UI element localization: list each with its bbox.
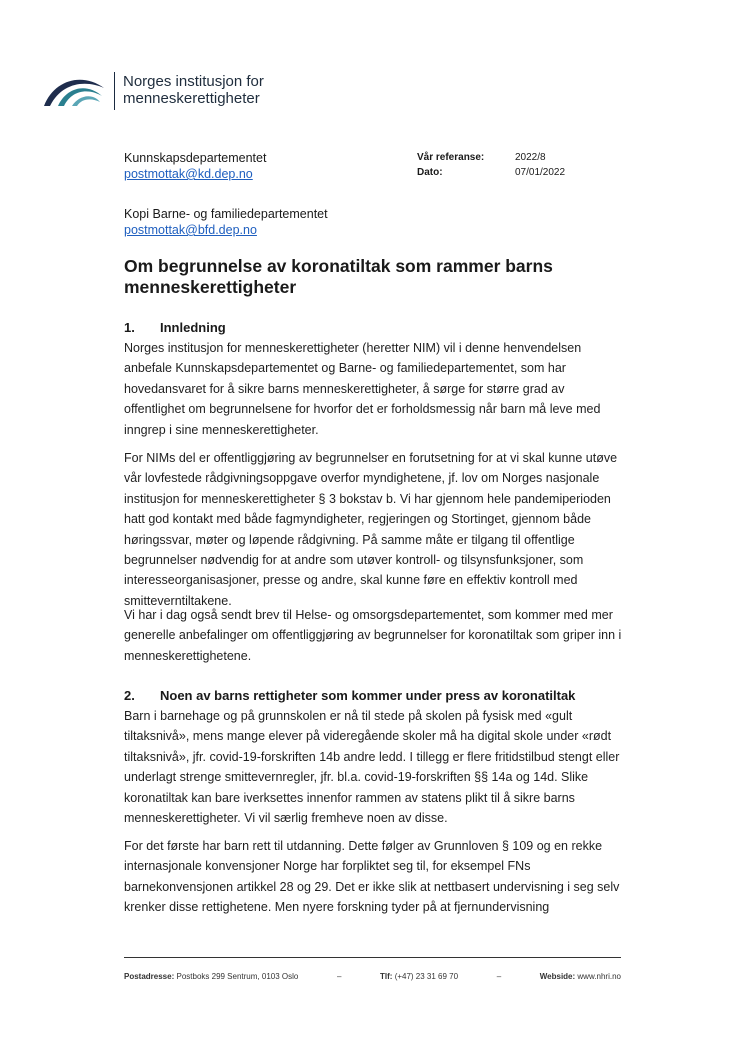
reference-value: 2022/8 bbox=[515, 152, 546, 163]
website-label: Webside: bbox=[539, 972, 576, 981]
footer-phone bbox=[380, 972, 458, 981]
logo-text bbox=[123, 73, 264, 107]
reference-label: Vår referanse: bbox=[417, 152, 485, 163]
institution-logo bbox=[42, 72, 262, 112]
letter-meta bbox=[417, 150, 565, 180]
logo-divider bbox=[114, 72, 115, 110]
recipient-email-link[interactable]: postmottak@kd.dep.no bbox=[124, 167, 253, 181]
postal-value: Postboks 299 Sentrum, 0103 Oslo bbox=[176, 972, 299, 981]
section-number: 1. bbox=[124, 320, 135, 335]
date-value: 07/01/2022 bbox=[515, 167, 566, 178]
paragraph: For det første har barn rett til utdanning. Dette følger av Grunnloven § 109 og en rekke internasjonale konvensjoner Norge har forpliktet seg til, for eksempel FNs barnekonvensjonen artikkel 28 og 29. Det er ikke slik at nettbasert undervisning i seg selv krenker disse rettighetene. Men nyere forskning tyder på at fjernundervisning bbox=[124, 839, 620, 915]
postal-label: Postadresse: bbox=[124, 972, 175, 981]
logo-line-1: Norges institusjon for bbox=[123, 73, 264, 90]
paragraph: Vi har i dag også sendt brev til Helse- og omsorgsdepartementet, som kommer med mer generelle anbefalinger om offentliggjøring av begrunnelser for koronatiltak som griper inn i menneskerettighetene. bbox=[124, 608, 622, 663]
paragraph: Barn i barnehage og på grunnskolen er nå til stede på skolen på fysisk med «gult tiltaksnivå», mens mange elever på videregående skoler må ha digital skole under «rødt tiltaksnivå», jfr. covid-19-forskriften 14b andre ledd. I tillegg er flere fritidstilbud stengt eller underlagt strenge smittevernregler, jfr. bl.a. covid-19-forskriften §§ 14a og 14d. Slike koronatiltak kan bare iverksettes innenfor rammen av statens plikt til å sikre barns menneskerettigheter. Vi vil særlig fremheve noen av disse. bbox=[124, 709, 620, 826]
recipient-name: Kunnskapsdepartementet bbox=[124, 151, 267, 165]
section-title: Innledning bbox=[160, 320, 226, 335]
section-heading-2 bbox=[124, 688, 575, 703]
copy-block bbox=[124, 206, 328, 238]
section-heading-1 bbox=[124, 320, 226, 335]
footer-postal bbox=[124, 972, 298, 981]
logo-line-2: menneskerettigheter bbox=[123, 90, 260, 107]
paragraph: For NIMs del er offentliggjøring av begrunnelser en forutsetning for at vi skal kunne utøve vår lovfestede rådgivningsoppgave overfor myndighetene, jf. lov om Norges nasjonale institusjon for menneskerettigheter § 3 bokstav b. Vi har gjennom hele pandemiperioden hatt god kontakt med både fagmyndigheter, regjeringen og Stortinget, gjennom både høringssvar, møter og løpende rådgivning. På samme måte er tilgang til offentlige begrunnelser nødvendig for at andre som utøver kontroll- og tilsynsfunksjoner, som interesseorganisasjoner, presse og andre, skal kunne føre en effektiv kontroll med smitteverntiltakene. bbox=[124, 451, 618, 608]
footer-separator: – bbox=[496, 972, 502, 981]
footer-divider bbox=[124, 957, 621, 958]
copy-email-link[interactable]: postmottak@bfd.dep.no bbox=[124, 223, 257, 237]
paragraph: Norges institusjon for menneskerettigheter (heretter NIM) vil i denne henvendelsen anbefale Kunnskapsdepartementet og Barne- og familiedepartementet, som har hovedansvaret for å sikre barns menneskerettigheter, å sørge for større grad av offentlighet om begrunnelsene for hvorfor det er forholdsmessig når barn må leve med inngrep i sine menneskerettigheter. bbox=[124, 341, 601, 437]
section-title: Noen av barns rettigheter som kommer under press av koronatiltak bbox=[160, 688, 576, 703]
recipient-block bbox=[124, 150, 266, 182]
website-value[interactable]: www.nhri.no bbox=[577, 972, 621, 981]
footer bbox=[124, 972, 621, 981]
logo-arcs-icon bbox=[42, 74, 106, 108]
date-label: Dato: bbox=[417, 167, 443, 178]
section-number: 2. bbox=[124, 688, 135, 703]
phone-label: Tlf: bbox=[380, 972, 393, 981]
copy-name: Kopi Barne- og familiedepartementet bbox=[124, 207, 328, 221]
letter-title: Om begrunnelse av koronatiltak som rammer barns menneskerettigheter bbox=[124, 256, 553, 297]
footer-website bbox=[540, 972, 621, 981]
footer-separator: – bbox=[336, 972, 342, 981]
phone-value: (+47) 23 31 69 70 bbox=[394, 972, 459, 981]
